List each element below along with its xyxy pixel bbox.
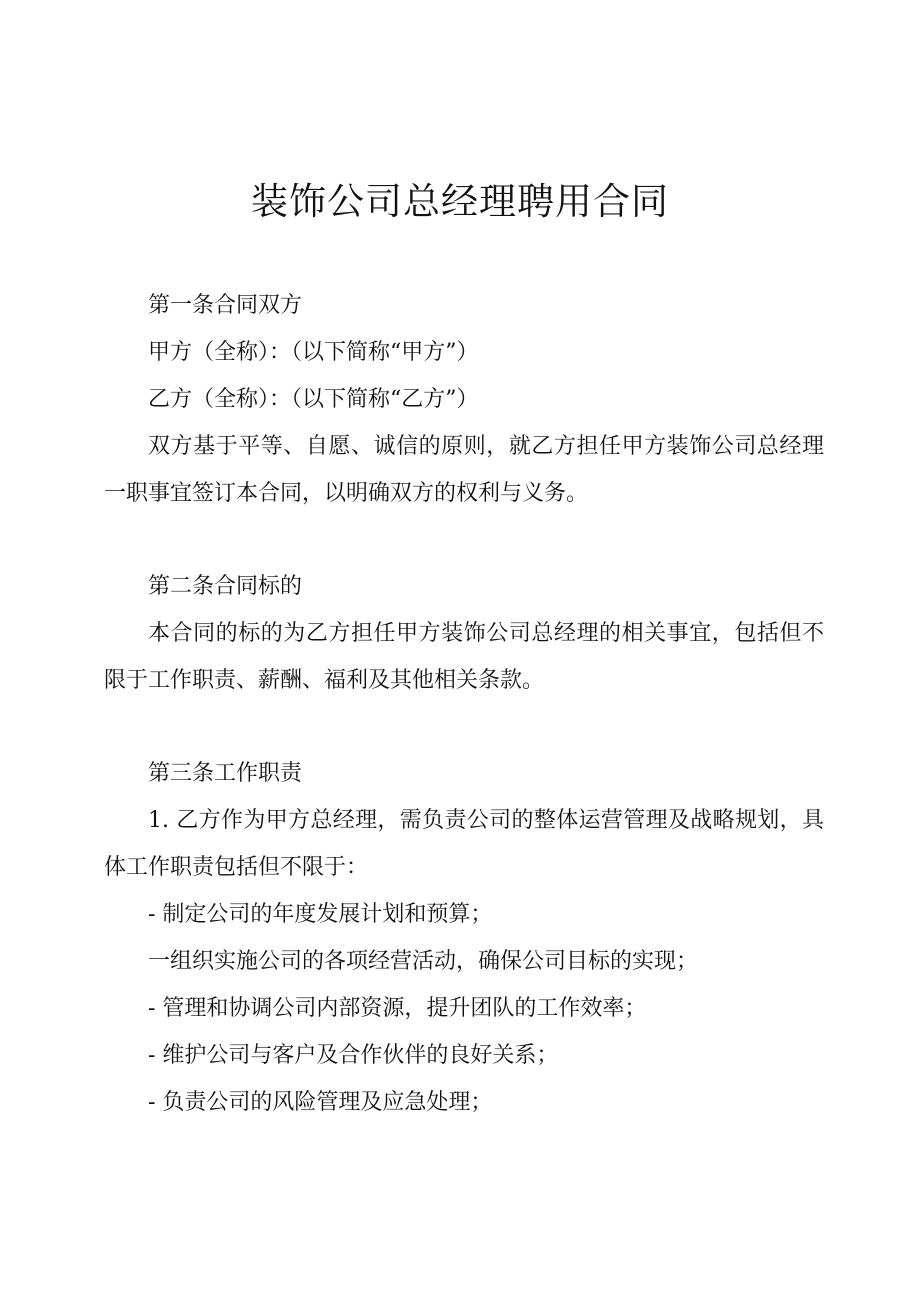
section-1-paragraph: 双方基于平等、自愿、诚信的原则，就乙方担任甲方装饰公司总经理一职事宜签订本合同，以明确双方的权利与义务。 [104,434,824,506]
duty-list-item: - 负责公司的风险管理及应急处理； [148,1090,493,1115]
party-a-line: 甲方（全称）：（以下简称“甲方”） [148,340,479,365]
section-1-heading: 第一条合同双方 [148,293,303,318]
document-title: 装饰公司总经理聘用合同 [251,180,669,223]
section-2-paragraph: 本合同的标的为乙方担任甲方装饰公司总经理的相关事宜，包括但不限于工作职责、薪酬、福利及其他相关条款。 [104,621,824,693]
duty-list-item: - 制定公司的年度发展计划和预算； [148,902,493,927]
document-body [104,282,824,1126]
duty-list-item: 一组织实施公司的各项经营活动，确保公司目标的实现； [148,949,699,974]
section-spacer [104,704,824,750]
section-3-paragraph: 1. 乙方作为甲方总经理，需负责公司的整体运营管理及战略规划，具体工作职责包括但不限于： [104,808,824,880]
duty-list-item: - 维护公司与客户及合作伙伴的良好关系； [148,1043,559,1068]
party-b-line: 乙方（全称）：（以下简称“乙方”） [148,387,479,412]
section-2-heading: 第二条合同标的 [148,574,303,599]
section-3-heading: 第三条工作职责 [148,761,303,786]
section-spacer [104,517,824,563]
duty-list-item: - 管理和协调公司内部资源，提升团队的工作效率； [148,996,647,1021]
